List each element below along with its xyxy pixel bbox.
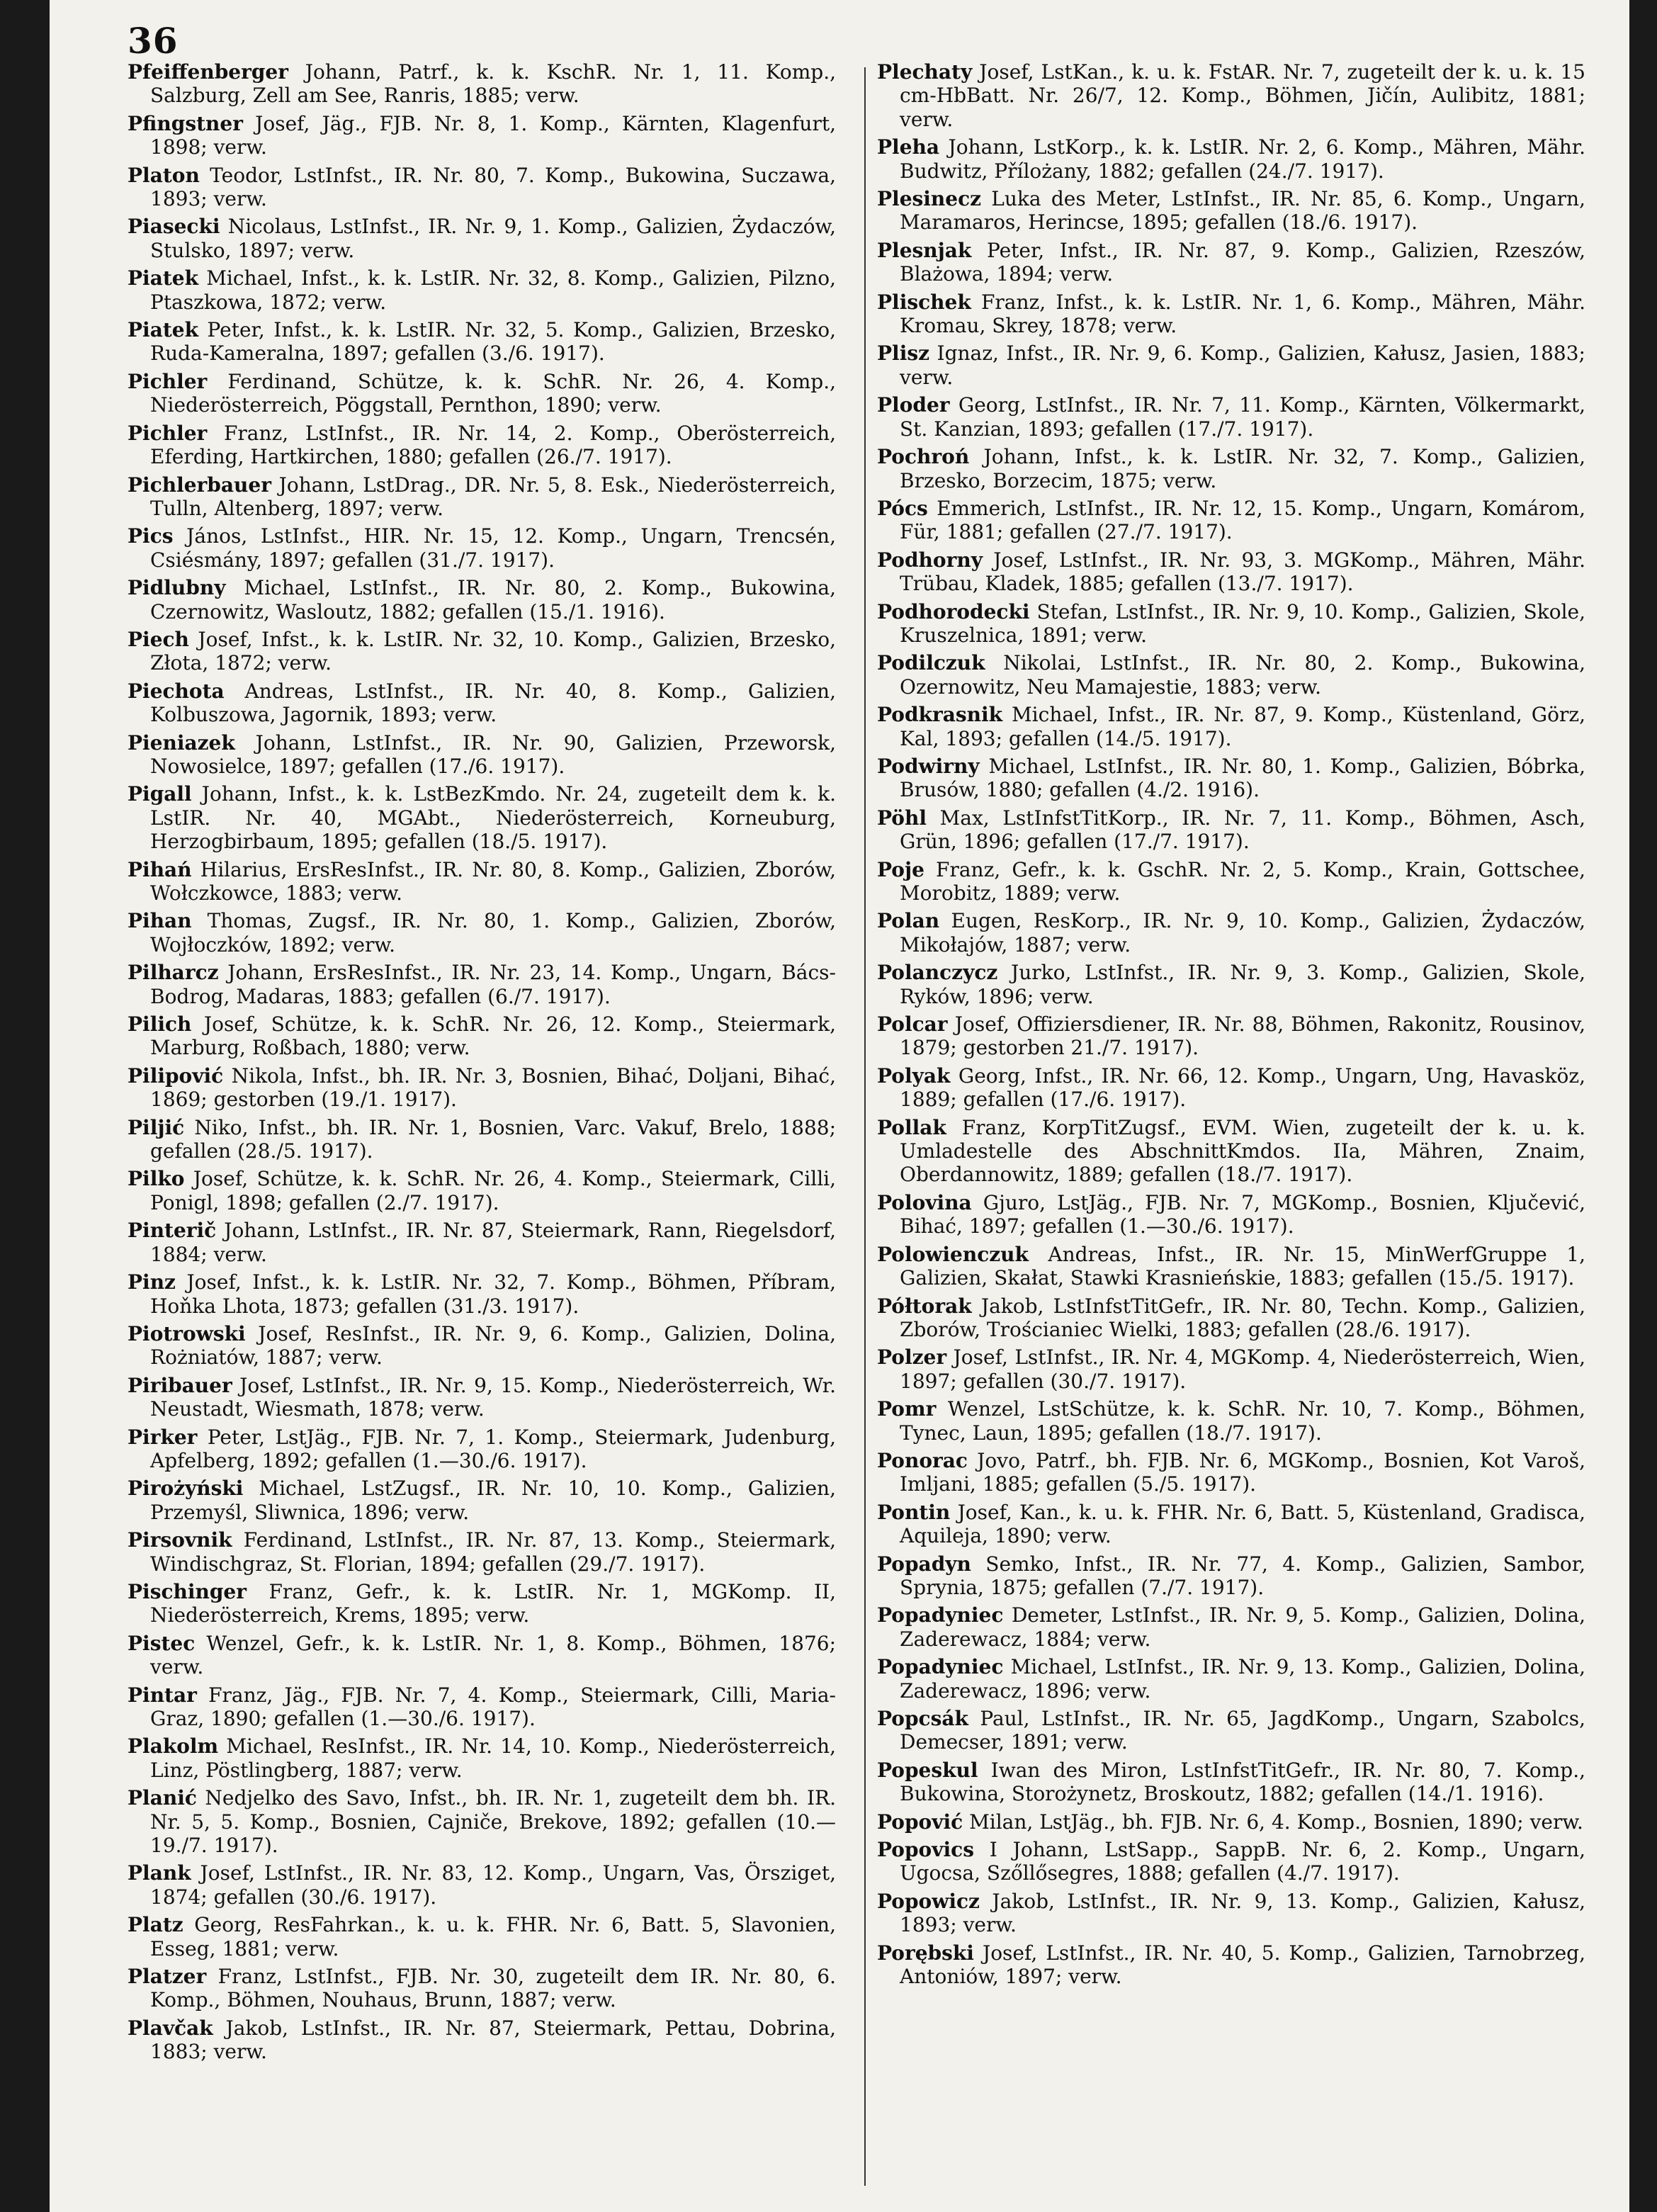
- list-entry: [877, 1345, 1585, 1393]
- list-entry: [128, 1632, 836, 1679]
- list-entry: [877, 806, 1585, 854]
- entry-details: Stefan, LstInfst., IR. Nr. 9, 10. Komp., Galizien, Skole, Kruszelnica, 1891; verw.: [900, 599, 1585, 647]
- list-entry: [128, 1219, 836, 1266]
- entry-details: Johann, LstInfst., IR. Nr. 87, Steiermark, Rann, Riegelsdorf, 1884; verw.: [150, 1219, 836, 1266]
- entry-details: Michael, LstInfst., IR. Nr. 80, 1. Komp., Galizien, Bóbrka, Brusów, 1880; gefallen (4./2. 1916).: [900, 754, 1585, 802]
- list-entry: [128, 628, 836, 675]
- list-entry: [128, 1580, 836, 1627]
- entry-surname: Pochroń: [877, 445, 970, 469]
- entry-details: Franz, KorpTitZugsf., EVM. Wien, zugeteilt der k. u. k. Umladestelle des AbschnittKmdos. IIa, Mähren, Znaim, Oberdannowitz, 1889; gefallen (18./7. 1917).: [900, 1115, 1585, 1187]
- entry-details: Peter, LstJäg., FJB. Nr. 7, 1. Komp., Steiermark, Judenburg, Apfelberg, 1892; gefallen (1.—30./6. 1917).: [150, 1425, 836, 1472]
- entry-surname: Pinz: [128, 1270, 176, 1294]
- entry-surname: Pfeiffenberger: [128, 60, 288, 84]
- entry-details: Nikola, Infst., bh. IR. Nr. 3, Bosnien, Bihać, Doljani, Bihać, 1869; gestorben (19./1. 1917).: [150, 1063, 836, 1112]
- list-entry: [128, 112, 836, 159]
- entry-details: Michael, LstZugsf., IR. Nr. 10, 10. Komp., Galizien, Przemyśl, Sliwnica, 1896; verw.: [150, 1477, 836, 1524]
- entry-surname: Pontin: [877, 1500, 951, 1524]
- list-entry: [877, 60, 1585, 131]
- entry-surname: Popadyniec: [877, 1603, 1004, 1627]
- entry-surname: Popowicz: [877, 1889, 980, 1913]
- list-entry: [128, 1734, 836, 1782]
- list-entry: [877, 1116, 1585, 1187]
- list-entry: [877, 909, 1585, 957]
- entry-surname: Pidlubny: [128, 576, 226, 600]
- entry-surname: Pirsovnik: [128, 1528, 232, 1552]
- list-entry: [128, 473, 836, 521]
- list-entry: [128, 60, 836, 108]
- entry-details: Georg, ResFahrkan., k. u. k. FHR. Nr. 6, Batt. 5, Slavonien, Esseg, 1881; verw.: [150, 1913, 836, 1960]
- entry-details: Jurko, LstInfst., IR. Nr. 9, 3. Komp., Galizien, Skole, Ryków, 1896; verw.: [900, 961, 1585, 1008]
- entry-details: Johann, Patrf., k. k. KschR. Nr. 1, 11. Komp., Salzburg, Zell am See, Ranris, 1885; verw.: [150, 60, 836, 108]
- list-entry: [128, 576, 836, 623]
- entry-surname: Piotrowski: [128, 1321, 246, 1345]
- list-entry: [877, 1890, 1585, 1937]
- list-entry: [128, 1683, 836, 1731]
- entry-surname: Popcsák: [877, 1707, 968, 1730]
- entry-details: Michael, LstInfst., IR. Nr. 9, 13. Komp., Galizien, Dolina, Zaderewacz, 1896; verw.: [900, 1655, 1585, 1703]
- entry-details: Josef, Kan., k. u. k. FHR. Nr. 6, Batt. 5, Küstenland, Gradisca, Aquileja, 1890; verw.: [900, 1500, 1585, 1548]
- entry-surname: Plechaty: [877, 60, 973, 84]
- entry-surname: Ploder: [877, 393, 950, 417]
- entry-surname: Plesinecz: [877, 187, 982, 211]
- entry-surname: Pichler: [128, 421, 208, 445]
- list-entry: [877, 651, 1585, 699]
- list-entry: [877, 961, 1585, 1008]
- list-entry: [128, 524, 836, 572]
- list-entry: [877, 703, 1585, 750]
- entry-surname: Pintar: [128, 1683, 197, 1707]
- entry-details: Franz, Gefr., k. k. GschR. Nr. 2, 5. Komp., Krain, Gottschee, Morobitz, 1889; verw.: [900, 857, 1585, 905]
- entry-details: Ignaz, Infst., IR. Nr. 9, 6. Komp., Galizien, Kałusz, Jasien, 1883; verw.: [900, 342, 1585, 389]
- entry-surname: Piasecki: [128, 215, 220, 239]
- list-entry: [877, 858, 1585, 905]
- entry-surname: Planić: [128, 1786, 197, 1810]
- entry-details: Paul, LstInfst., IR. Nr. 65, JagdKomp., Ungarn, Szabolcs, Demecser, 1891; verw.: [900, 1707, 1585, 1754]
- list-entry: [877, 1603, 1585, 1651]
- entry-surname: Pischinger: [128, 1579, 247, 1603]
- list-entry: [128, 266, 836, 314]
- entry-surname: Plesnjak: [877, 238, 972, 262]
- entry-surname: Pomr: [877, 1397, 937, 1421]
- entry-surname: Pilharcz: [128, 961, 219, 985]
- entry-details: Eugen, ResKorp., IR. Nr. 9, 10. Komp., Galizien, Żydaczów, Mikołajów, 1887; verw.: [900, 909, 1585, 957]
- entry-surname: Piribauer: [128, 1373, 232, 1397]
- entry-details: I Johann, LstSapp., SappB. Nr. 6, 2. Komp., Ungarn, Ugocsa, Szőllősegres, 1888; gefallen (4./7. 1917).: [900, 1838, 1585, 1885]
- list-entry: [128, 1913, 836, 1960]
- entry-details: Johann, LstInfst., IR. Nr. 90, Galizien, Przeworsk, Nowosielce, 1897; gefallen (17./6. 1917).: [150, 730, 836, 778]
- entry-details: Jovo, Patrf., bh. FJB. Nr. 6, MGKomp., Bosnien, Kot Varoš, Imljani, 1885; gefallen (5./5. 1917).: [900, 1448, 1585, 1496]
- entry-details: Franz, Gefr., k. k. LstIR. Nr. 1, MGKomp. II, Niederösterreich, Krems, 1895; verw.: [150, 1579, 836, 1627]
- list-entry: [128, 1322, 836, 1370]
- entry-surname: Popović: [877, 1810, 963, 1834]
- entry-details: Ferdinand, LstInfst., IR. Nr. 87, 13. Komp., Steiermark, Windischgraz, St. Florian, 1894; gefallen (29./7. 1917).: [150, 1528, 836, 1576]
- entry-details: Franz, LstInfst., FJB. Nr. 30, zugeteilt dem IR. Nr. 80, 6. Komp., Böhmen, Nouhaus, Brunn, 1887; verw.: [150, 1965, 836, 2012]
- entry-surname: Polyak: [877, 1063, 951, 1088]
- entry-surname: Pöhl: [877, 806, 927, 830]
- entry-details: Ferdinand, Schütze, k. k. SchR. Nr. 26, 4. Komp., Niederösterreich, Pöggstall, Pernthon, 1890; verw.: [150, 369, 836, 417]
- list-entry: [877, 290, 1585, 338]
- list-entry: [877, 1501, 1585, 1548]
- list-entry: [877, 755, 1585, 802]
- entry-details: Johann, ErsResInfst., IR. Nr. 23, 14. Komp., Ungarn, Bács-Bodrog, Madaras, 1883; gefallen (6./7. 1917).: [150, 961, 836, 1008]
- entry-details: Michael, LstInfst., IR. Nr. 80, 2. Komp., Bukowina, Czernowitz, Wasloutz, 1882; gefallen (15./1. 1916).: [150, 576, 836, 623]
- entry-details: Franz, Infst., k. k. LstIR. Nr. 1, 6. Komp., Mähren, Mähr. Kromau, Skrey, 1878; verw.: [900, 290, 1585, 338]
- entry-surname: Pfingstner: [128, 111, 243, 135]
- list-entry: [877, 1552, 1585, 1600]
- list-entry: [877, 1449, 1585, 1496]
- list-entry: [877, 1397, 1585, 1445]
- entry-surname: Platz: [128, 1913, 183, 1937]
- list-entry: [128, 1528, 836, 1576]
- list-entry: [128, 1012, 836, 1060]
- list-entry: [877, 393, 1585, 441]
- entry-surname: Piatek: [128, 266, 198, 290]
- list-entry: [877, 187, 1585, 235]
- list-entry: [877, 1191, 1585, 1238]
- entry-details: Andreas, LstInfst., IR. Nr. 40, 8. Komp., Galizien, Kolbuszowa, Jagornik, 1893; verw.: [150, 679, 836, 727]
- entry-surname: Popovics: [877, 1838, 974, 1862]
- list-entry: [128, 1786, 836, 1857]
- entry-surname: Plisz: [877, 342, 929, 366]
- entry-surname: Plavčak: [128, 2016, 213, 2040]
- entry-surname: Pilko: [128, 1167, 185, 1191]
- entry-details: Hilarius, ErsResInfst., IR. Nr. 80, 8. Komp., Galizien, Zborów, Wołczkowce, 1883; verw.: [150, 857, 836, 905]
- list-entry: [128, 422, 836, 469]
- entry-details: Johann, Infst., k. k. LstIR. Nr. 32, 7. Komp., Galizien, Brzesko, Borzecim, 1875; verw.: [900, 445, 1585, 492]
- entry-details: Iwan des Miron, LstInfstTitGefr., IR. Nr. 80, 7. Komp., Bukowina, Storożynetz, Broskoutz, 1882; gefallen (14./1. 1916).: [900, 1758, 1585, 1806]
- entry-surname: Pichlerbauer: [128, 473, 271, 497]
- entry-surname: Polowienczuk: [877, 1242, 1029, 1266]
- entry-details: Emmerich, LstInfst., IR. Nr. 12, 15. Komp., Ungarn, Komárom, Für, 1881; gefallen (27./7. 1917).: [900, 496, 1585, 544]
- column-divider: [864, 67, 866, 2186]
- entry-surname: Platon: [128, 163, 200, 187]
- entry-surname: Plank: [128, 1861, 191, 1885]
- entry-details: Josef, LstInfst., IR. Nr. 83, 12. Komp., Ungarn, Vas, Örsziget, 1874; gefallen (30./6. 1917).: [150, 1861, 836, 1909]
- entry-surname: Platzer: [128, 1965, 207, 1989]
- entry-surname: Piechota: [128, 679, 225, 703]
- list-entry: [128, 909, 836, 957]
- entry-surname: Pihań: [128, 857, 192, 881]
- list-entry: [128, 1426, 836, 1473]
- list-entry: [877, 600, 1585, 648]
- entry-surname: Pihan: [128, 909, 192, 933]
- entry-surname: Piatek: [128, 318, 198, 342]
- entry-surname: Polzer: [877, 1345, 947, 1370]
- entry-details: Wenzel, LstSchütze, k. k. SchR. Nr. 10, 7. Komp., Böhmen, Tynec, Laun, 1895; gefallen (18./7. 1917).: [900, 1397, 1585, 1445]
- entry-surname: Pollak: [877, 1115, 946, 1139]
- entry-details: Nikolai, LstInfst., IR. Nr. 80, 2. Komp., Bukowina, Ozernowitz, Neu Mamajestie, 1883; verw.: [900, 651, 1585, 699]
- entry-surname: Poje: [877, 857, 924, 881]
- list-entry: [128, 1270, 836, 1318]
- page: [50, 0, 1629, 2212]
- left-column: [128, 60, 836, 2068]
- entry-details: Wenzel, Gefr., k. k. LstIR. Nr. 1, 8. Komp., Böhmen, 1876; verw.: [150, 1631, 836, 1679]
- entry-surname: Pleha: [877, 135, 940, 159]
- list-entry: [128, 858, 836, 905]
- entry-details: Semko, Infst., IR. Nr. 77, 4. Komp., Galizien, Sambor, Sprynia, 1875; gefallen (7./7. 1917).: [900, 1552, 1585, 1599]
- entry-details: Josef, LstInfst., IR. Nr. 4, MGKomp. 4, Niederösterreich, Wien, 1897; gefallen (30./7. 1917).: [900, 1345, 1585, 1393]
- entry-details: Peter, Infst., IR. Nr. 87, 9. Komp., Galizien, Rzeszów, Blażowa, 1894; verw.: [900, 238, 1585, 286]
- entry-details: Josef, Schütze, k. k. SchR. Nr. 26, 4. Komp., Steiermark, Cilli, Ponigl, 1898; gefallen (2./7. 1917).: [150, 1167, 836, 1214]
- entry-surname: Popeskul: [877, 1758, 978, 1782]
- entry-surname: Pinterič: [128, 1219, 217, 1243]
- entry-details: Franz, LstInfst., IR. Nr. 14, 2. Komp., Oberösterreich, Eferding, Hartkirchen, 1880; gefallen (26./7. 1917).: [150, 421, 836, 469]
- entry-details: Gjuro, LstJäg., FJB. Nr. 7, MGKomp., Bosnien, Ključević, Bihać, 1897; gefallen (1.—30./6. 1917).: [900, 1190, 1585, 1238]
- list-entry: [128, 215, 836, 262]
- list-entry: [128, 1965, 836, 2012]
- list-entry: [128, 2016, 836, 2064]
- entry-surname: Podwirny: [877, 754, 980, 778]
- entry-details: Michael, Infst., k. k. LstIR. Nr. 32, 8. Komp., Galizien, Pilzno, Ptaszkowa, 1872; verw.: [150, 266, 836, 314]
- entry-surname: Pirker: [128, 1425, 198, 1449]
- entry-surname: Podilczuk: [877, 651, 985, 675]
- list-entry: [128, 1477, 836, 1524]
- entry-surname: Pócs: [877, 496, 928, 520]
- list-entry: [128, 961, 836, 1008]
- entry-details: Teodor, LstInfst., IR. Nr. 80, 7. Komp., Bukowina, Suczawa, 1893; verw.: [150, 163, 836, 211]
- list-entry: [877, 1941, 1585, 1989]
- entry-surname: Podhorodecki: [877, 599, 1030, 623]
- entry-details: Georg, Infst., IR. Nr. 66, 12. Komp., Ungarn, Ung, Havasköz, 1889; gefallen (17./6. 1917).: [900, 1063, 1585, 1112]
- entry-details: Josef, Schütze, k. k. SchR. Nr. 26, 12. Komp., Steiermark, Marburg, Roßbach, 1880; verw.: [150, 1012, 836, 1060]
- entry-details: Georg, LstInfst., IR. Nr. 7, 11. Komp., Kärnten, Völkermarkt, St. Kanzian, 1893; gefallen (17./7. 1917).: [900, 393, 1585, 441]
- entry-surname: Pichler: [128, 369, 208, 393]
- list-entry: [877, 1294, 1585, 1342]
- list-entry: [128, 731, 836, 779]
- entry-details: Josef, Infst., k. k. LstIR. Nr. 32, 7. Komp., Böhmen, Příbram, Hoňka Lhota, 1873; gefallen (31./3. 1917).: [150, 1270, 836, 1318]
- entry-surname: Pigall: [128, 782, 192, 806]
- entry-details: János, LstInfst., HIR. Nr. 15, 12. Komp., Ungarn, Trencsén, Csiésmány, 1897; gefallen (31./7. 1917).: [150, 524, 836, 572]
- list-entry: [877, 445, 1585, 492]
- entry-surname: Popadyniec: [877, 1655, 1004, 1679]
- entry-surname: Pilich: [128, 1012, 192, 1037]
- list-entry: [128, 164, 836, 211]
- entry-details: Jakob, LstInfst., IR. Nr. 9, 13. Komp., Galizien, Kałusz, 1893; verw.: [900, 1889, 1585, 1937]
- entry-surname: Podhorny: [877, 548, 983, 572]
- entry-details: Demeter, LstInfst., IR. Nr. 9, 5. Komp., Galizien, Dolina, Zaderewacz, 1884; verw.: [900, 1603, 1585, 1651]
- entry-surname: Polanczycz: [877, 961, 998, 985]
- list-entry: [128, 782, 836, 853]
- entry-details: Josef, LstInfst., IR. Nr. 40, 5. Komp., Galizien, Tarnobrzeg, Antoniów, 1897; verw.: [900, 1941, 1585, 1989]
- list-entry: [128, 1064, 836, 1112]
- entry-details: Niko, Infst., bh. IR. Nr. 1, Bosnien, Varc. Vakuf, Brelo, 1888; gefallen (28./5. 1917).: [150, 1115, 836, 1163]
- list-entry: [877, 1243, 1585, 1290]
- page-number: 36: [128, 20, 179, 62]
- list-entry: [128, 679, 836, 727]
- list-entry: [877, 1759, 1585, 1806]
- entry-details: Peter, Infst., k. k. LstIR. Nr. 32, 5. Komp., Galizien, Brzesko, Ruda-Kameralna, 1897; gefallen (3./6. 1917).: [150, 318, 836, 366]
- list-entry: [877, 1064, 1585, 1112]
- entry-details: Johann, LstKorp., k. k. LstIR. Nr. 2, 6. Komp., Mähren, Mähr. Budwitz, Přílożany, 1882; gefallen (24./7. 1917).: [900, 135, 1585, 183]
- entry-details: Nedjelko des Savo, Infst., bh. IR. Nr. 1, zugeteilt dem bh. IR. Nr. 5, 5. Komp., Bosnien, Cajniče, Brekove, 1892; gefallen (10.—19./7. 1917).: [150, 1786, 836, 1858]
- entry-details: Josef, Jäg., FJB. Nr. 8, 1. Komp., Kärnten, Klagenfurt, 1898; verw.: [150, 111, 836, 159]
- entry-details: Johann, Infst., k. k. LstBezKmdo. Nr. 24, zugeteilt dem k. k. LstIR. Nr. 40, MGAbt., Niederösterreich, Korneuburg, Herzogbirbaum, 1895; gefallen (18./5. 1917).: [150, 782, 836, 854]
- entry-surname: Piljić: [128, 1115, 185, 1139]
- entry-details: Franz, Jäg., FJB. Nr. 7, 4. Komp., Steiermark, Cilli, Maria-Graz, 1890; gefallen (1.—30./6. 1917).: [150, 1683, 836, 1730]
- entry-surname: Podkrasnik: [877, 703, 1003, 727]
- entry-details: Jakob, LstInfstTitGefr., IR. Nr. 80, Techn. Komp., Galizien, Zborów, Trościaniec Wielki, 1883; gefallen (28./6. 1917).: [900, 1294, 1585, 1341]
- entry-surname: Polovina: [877, 1190, 972, 1214]
- entry-surname: Piech: [128, 627, 189, 651]
- entry-details: Michael, ResInfst., IR. Nr. 14, 10. Komp., Niederösterreich, Linz, Pöstlingberg, 1887; verw.: [150, 1734, 836, 1782]
- list-entry: [128, 1167, 836, 1214]
- entry-surname: Ponorac: [877, 1448, 968, 1472]
- entry-surname: Pilipović: [128, 1063, 224, 1088]
- list-entry: [877, 548, 1585, 596]
- entry-details: Josef, LstKan., k. u. k. FstAR. Nr. 7, zugeteilt der k. u. k. 15 cm-HbBatt. Nr. 26/7, 12. Komp., Böhmen, Jičín, Aulibitz, 1881; verw.: [900, 60, 1585, 131]
- entry-details: Milan, LstJäg., bh. FJB. Nr. 6, 4. Komp., Bosnien, 1890; verw.: [963, 1810, 1583, 1834]
- list-entry: [877, 135, 1585, 183]
- entry-details: Luka des Meter, LstInfst., IR. Nr. 85, 6. Komp., Ungarn, Maramaros, Herincse, 1895; gefallen (18./6. 1917).: [900, 187, 1585, 235]
- list-entry: [877, 1012, 1585, 1060]
- entry-surname: Plischek: [877, 290, 971, 314]
- entry-details: Josef, LstInfst., IR. Nr. 93, 3. MGKomp., Mähren, Mähr. Trübau, Kladek, 1885; gefallen (13./7. 1917).: [900, 548, 1585, 596]
- entry-details: Josef, Infst., k. k. LstIR. Nr. 32, 10. Komp., Galizien, Brzesko, Złota, 1872; verw.: [150, 627, 836, 675]
- list-entry: [877, 342, 1585, 389]
- list-entry: [877, 1707, 1585, 1754]
- list-entry: [128, 1861, 836, 1909]
- entry-surname: Porębski: [877, 1941, 974, 1965]
- entry-details: Josef, ResInfst., IR. Nr. 9, 6. Komp., Galizien, Dolina, Rożniatów, 1887; verw.: [150, 1321, 836, 1370]
- entry-details: Andreas, Infst., IR. Nr. 15, MinWerfGruppe 1, Galizien, Skałat, Stawki Krasnieńskie, 1883; gefallen (15./5. 1917).: [900, 1242, 1585, 1290]
- list-entry: [877, 1838, 1585, 1885]
- list-entry: [128, 318, 836, 366]
- entry-surname: Pistec: [128, 1631, 196, 1655]
- entry-details: Nicolaus, LstInfst., IR. Nr. 9, 1. Komp., Galizien, Żydaczów, Stulsko, 1897; verw.: [150, 215, 836, 262]
- entry-details: Johann, LstDrag., DR. Nr. 5, 8. Esk., Niederösterreich, Tulln, Altenberg, 1897; verw.: [150, 473, 836, 520]
- list-entry: [877, 497, 1585, 544]
- list-entry: [877, 239, 1585, 286]
- list-entry: [128, 1374, 836, 1421]
- entry-surname: Plakolm: [128, 1734, 219, 1759]
- list-entry: [128, 1116, 836, 1163]
- list-entry: [877, 1655, 1585, 1703]
- entry-surname: Pics: [128, 524, 174, 548]
- entry-details: Max, LstInfstTitKorp., IR. Nr. 7, 11. Komp., Böhmen, Asch, Grün, 1896; gefallen (17./7. 1917).: [900, 806, 1585, 854]
- entry-details: Thomas, Zugsf., IR. Nr. 80, 1. Komp., Galizien, Zborów, Wojłoczków, 1892; verw.: [150, 909, 836, 957]
- list-entry: [877, 1810, 1585, 1834]
- entry-surname: Półtorak: [877, 1294, 972, 1318]
- entry-surname: Popadyn: [877, 1552, 971, 1576]
- entry-details: Michael, Infst., IR. Nr. 87, 9. Komp., Küstenland, Görz, Kal, 1893; gefallen (14./5. 1917).: [900, 703, 1585, 750]
- right-column: [877, 60, 1585, 1992]
- entry-surname: Pieniazek: [128, 730, 235, 755]
- entry-surname: Polan: [877, 909, 940, 933]
- list-entry: [128, 370, 836, 417]
- entry-surname: Pirożyński: [128, 1477, 244, 1501]
- entry-details: Josef, LstInfst., IR. Nr. 9, 15. Komp., Niederösterreich, Wr. Neustadt, Wiesmath, 1878; verw.: [150, 1373, 836, 1421]
- entry-details: Jakob, LstInfst., IR. Nr. 87, Steiermark, Pettau, Dobrina, 1883; verw.: [150, 2016, 836, 2064]
- entry-surname: Polcar: [877, 1012, 948, 1037]
- entry-details: Josef, Offiziersdiener, IR. Nr. 88, Böhmen, Rakonitz, Rousinov, 1879; gestorben 21./7. 1917).: [900, 1012, 1585, 1060]
